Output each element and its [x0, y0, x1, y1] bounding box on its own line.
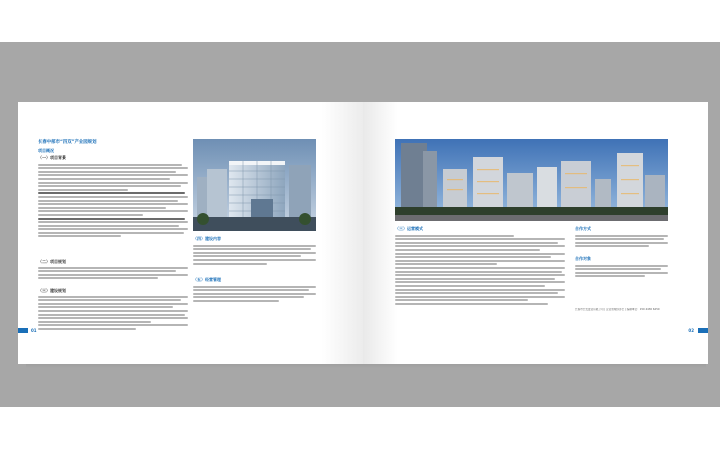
left-part1-title: （一）项目背景: [38, 155, 66, 160]
left-page-tab: [18, 328, 28, 333]
left-page: [18, 102, 363, 364]
left-part3-title: （三）建设规划: [38, 288, 66, 293]
right-sidebar-body-1: [575, 233, 668, 249]
left-caption-1: （四）建设内容: [193, 236, 221, 241]
right-sidebar-body-2: [575, 263, 668, 279]
left-section-title: 长春中部市“四双”产业园规划: [38, 140, 97, 145]
right-page: [363, 102, 708, 364]
left-body-column-2: [38, 265, 188, 281]
office-building-photo: [193, 139, 316, 231]
left-body-column-1: [38, 162, 188, 239]
right-page-number: 02: [688, 328, 694, 333]
left-page-number: 01: [31, 328, 37, 333]
right-section-title: （三）运营模式: [395, 226, 423, 231]
left-subtitle: 项目概况: [38, 148, 54, 153]
left-part2-title: （二）项目规划: [38, 259, 66, 264]
right-contact-line: 长春市长发置业有限公司 | 企业管理部部长 | 编制单位：150 4430 6250: [575, 308, 660, 311]
right-sidebar-title-2: 合作对象: [575, 256, 591, 261]
brochure-spread: [18, 102, 708, 364]
left-body-column-3: [38, 294, 188, 332]
left-caption-2: （五）经营管理: [193, 277, 221, 282]
right-sidebar-title-1: 合作方式: [575, 226, 591, 231]
right-page-tab: [698, 328, 708, 333]
left-body-column-4: [193, 243, 316, 266]
left-body-column-5: [193, 284, 316, 304]
right-body-column-1: [395, 233, 565, 306]
city-skyline-photo: [395, 139, 668, 221]
